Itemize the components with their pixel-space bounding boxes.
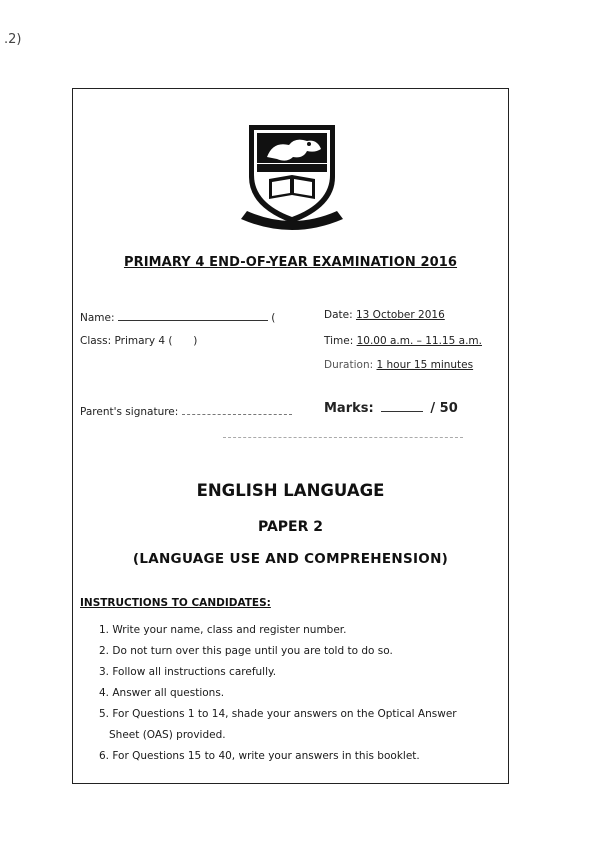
divider-line bbox=[223, 437, 463, 439]
marks-total: / 50 bbox=[430, 401, 458, 416]
time-field bbox=[324, 335, 482, 347]
subject-title: ENGLISH LANGUAGE bbox=[196, 481, 385, 500]
name-label: Name: bbox=[80, 312, 115, 324]
name-blank bbox=[118, 309, 268, 321]
time-value: 10.00 a.m. – 11.15 a.m. bbox=[356, 335, 482, 347]
instructions-list bbox=[99, 620, 509, 767]
cover-frame bbox=[72, 88, 509, 784]
marks-label: Marks: bbox=[324, 401, 374, 416]
instructions-heading: INSTRUCTIONS TO CANDIDATES: bbox=[80, 597, 271, 609]
signature-blank bbox=[182, 403, 292, 415]
class-paren-close: ) bbox=[193, 335, 198, 347]
class-field bbox=[80, 335, 197, 347]
date-value: 13 October 2016 bbox=[355, 309, 445, 321]
instruction-item: 4. Answer all questions. bbox=[99, 687, 225, 699]
signature-label: Parent's signature: bbox=[80, 406, 179, 418]
marks-blank bbox=[381, 399, 423, 412]
name-field bbox=[80, 309, 275, 324]
exam-title: PRIMARY 4 END-OF-YEAR EXAMINATION 2016 bbox=[123, 255, 458, 270]
instruction-item: 3. Follow all instructions carefully. bbox=[99, 666, 277, 678]
paper-subtitle: (LANGUAGE USE AND COMPREHENSION) bbox=[132, 551, 449, 567]
instruction-item: 5. For Questions 1 to 14, shade your answers on the Optical Answer bbox=[99, 708, 457, 720]
name-register-paren: ( bbox=[271, 312, 276, 324]
page-corner-mark: .2) bbox=[4, 32, 22, 47]
marks-field bbox=[324, 399, 458, 416]
paper-number: PAPER 2 bbox=[257, 519, 324, 535]
instruction-item: 1. Write your name, class and register number. bbox=[99, 624, 347, 636]
duration-field bbox=[324, 359, 473, 371]
duration-value: 1 hour 15 minutes bbox=[376, 359, 474, 371]
time-label: Time: bbox=[324, 335, 357, 347]
signature-field bbox=[80, 403, 292, 418]
class-label: Class: Primary 4 ( bbox=[80, 335, 173, 347]
school-crest-logo bbox=[237, 119, 347, 235]
instruction-item: 6. For Questions 15 to 40, write your answers in this booklet. bbox=[99, 750, 420, 762]
instruction-item-continued: Sheet (OAS) provided. bbox=[109, 729, 226, 741]
date-field bbox=[324, 309, 445, 321]
duration-label: Duration: bbox=[324, 359, 377, 371]
date-label: Date: bbox=[324, 309, 356, 321]
instruction-item: 2. Do not turn over this page until you are told to do so. bbox=[99, 645, 393, 657]
